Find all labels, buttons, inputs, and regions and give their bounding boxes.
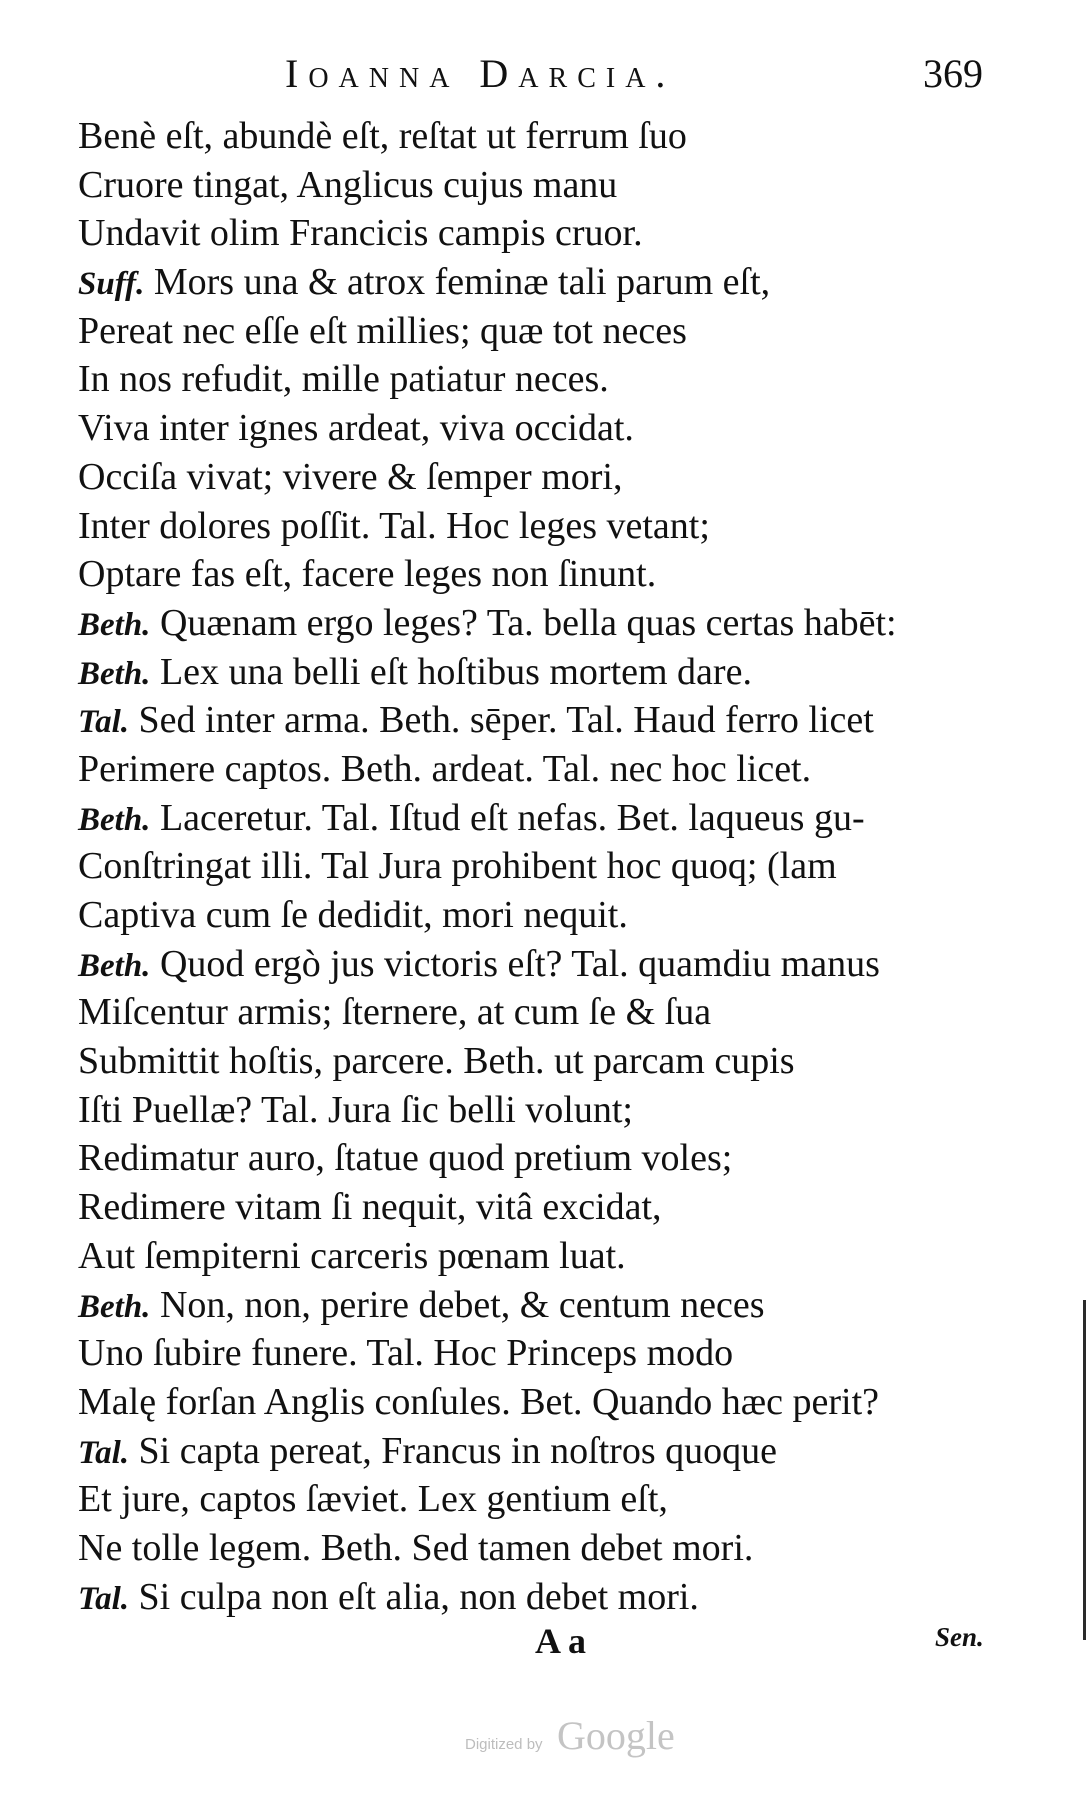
verse-line [78, 161, 1018, 210]
verse-line [78, 745, 1018, 794]
speaker-label: Beth. [78, 947, 151, 984]
verse-text: Submittit hoſtis, parcere. Beth. ut parcam cupis [78, 1040, 795, 1083]
verse-line [78, 891, 1018, 940]
verse-text: Pereat nec eſſe eſt millies; quæ tot neces [78, 309, 687, 352]
verse-line [78, 1281, 1018, 1330]
verse-text: Et jure, captos ſæviet. Lex gentium eſt, [78, 1478, 668, 1521]
verse-line [78, 696, 1018, 745]
verse-text: Quod ergò jus victoris eſt? Tal. quamdiu manus [159, 942, 880, 985]
speaker-label: Tal. [78, 1434, 130, 1471]
verse-text: Lex una belli eſt hoſtibus mortem dare. [159, 650, 752, 693]
verse-line [78, 940, 1018, 989]
page-number: 369 [923, 51, 983, 96]
verse-text: Laceretur. Tal. Iſtud eſt nefas. Bet. laqueus gu- [159, 796, 865, 839]
verse-line [78, 1183, 1018, 1232]
verse-line [78, 209, 1018, 258]
speaker-label: Beth. [78, 606, 151, 643]
verse-text: Inter dolores poſſit. Tal. Hoc leges vetant; [78, 504, 710, 547]
verse-text: Aut ſempiterni carceris pœnam luat. [78, 1234, 626, 1277]
speaker-label: Tal. [78, 1580, 130, 1617]
verse-line [78, 599, 1018, 648]
verse-text: Quænam ergo leges? Ta. bella quas certas habēt: [159, 601, 897, 644]
verse-text: Occiſa vivat; vivere & ſemper mori, [78, 455, 623, 498]
verse-line [78, 1475, 1018, 1524]
speaker-label: Suff. [78, 266, 145, 303]
verse-line [78, 258, 1018, 307]
verse-line [78, 355, 1018, 404]
verse-text: Non, non, perire debet, & centum neces [159, 1283, 765, 1326]
verse-text: Captiva cum ſe dedidit, mori nequit. [78, 894, 628, 936]
verse-text: Benè eſt, abundè eſt, reſtat ut ferrum ſuo [78, 115, 687, 157]
verse-text: Mors una & atrox feminæ tali parum eſt, [153, 261, 771, 304]
watermark-digitized-by: Digitized by [465, 1736, 543, 1753]
verse-line [78, 453, 1018, 502]
verse-line [78, 988, 1018, 1037]
verse-line [78, 550, 1018, 599]
verse-text: Miſcentur armis; ſternere, at cum ſe & ſua [78, 991, 712, 1034]
verse-line [78, 842, 1018, 891]
verse-line [78, 1573, 1018, 1622]
speaker-label: Tal. [78, 704, 130, 741]
verse-text: Si culpa non eſt alia, non debet mori. [138, 1575, 699, 1618]
watermark-google: Google [557, 1713, 675, 1758]
verse-text: Viva inter ignes ardeat, viva occidat. [78, 407, 634, 450]
verse-body [78, 112, 1018, 1621]
verse-line [78, 1037, 1018, 1086]
verse-line [78, 1232, 1018, 1281]
verse-text: Perimere captos. Beth. ardeat. Tal. nec hoc licet. [78, 747, 812, 790]
verse-line [78, 1086, 1018, 1135]
running-title: Ioanna Darcia. [285, 51, 676, 96]
verse-line [78, 112, 1018, 161]
verse-line [78, 1524, 1018, 1573]
verse-text: Sed inter arma. Beth. sēper. Tal. Haud ferro licet [138, 699, 874, 742]
signature-mark: A a [535, 1621, 587, 1661]
verse-text: Redimatur auro, ſtatue quod pretium voles; [78, 1137, 733, 1180]
page-header [0, 50, 1086, 100]
verse-line [78, 502, 1018, 551]
verse-text: Optare fas eſt, facere leges non ſinunt. [78, 553, 657, 596]
verse-text: In nos refudit, mille patiatur neces. [78, 358, 609, 401]
verse-text: Uno ſubire funere. Tal. Hoc Princeps modo [78, 1332, 734, 1375]
verse-line [78, 1378, 1018, 1427]
verse-text: Si capta pereat, Francus in noſtros quoque [138, 1429, 777, 1472]
page-footer [0, 1620, 1086, 1680]
speaker-label: Beth. [78, 655, 151, 692]
verse-text: Undavit olim Francicis campis cruor. [78, 212, 643, 255]
verse-text: Iſti Puellæ? Tal. Jura ſic belli volunt; [78, 1088, 633, 1131]
verse-line [78, 794, 1018, 843]
verse-line [78, 648, 1018, 697]
verse-text: Redimere vitam ſi nequit, vitâ excidat, [78, 1186, 662, 1229]
verse-text: Ne tolle legem. Beth. Sed tamen debet mori. [78, 1526, 754, 1569]
verse-line [78, 404, 1018, 453]
verse-line [78, 307, 1018, 356]
speaker-label: Beth. [78, 801, 151, 838]
verse-line [78, 1134, 1018, 1183]
speaker-label: Beth. [78, 1288, 151, 1325]
verse-text: Malę forſan Anglis conſules. Bet. Quando hæc perit? [78, 1380, 879, 1423]
verse-line [78, 1427, 1018, 1476]
verse-text: Cruore tingat, Anglicus cujus manu [78, 163, 618, 206]
verse-line [78, 1329, 1018, 1378]
verse-text: Conſtringat illi. Tal Jura prohibent hoc quoq; (lam [78, 845, 837, 888]
catchword: Sen. [935, 1622, 984, 1652]
